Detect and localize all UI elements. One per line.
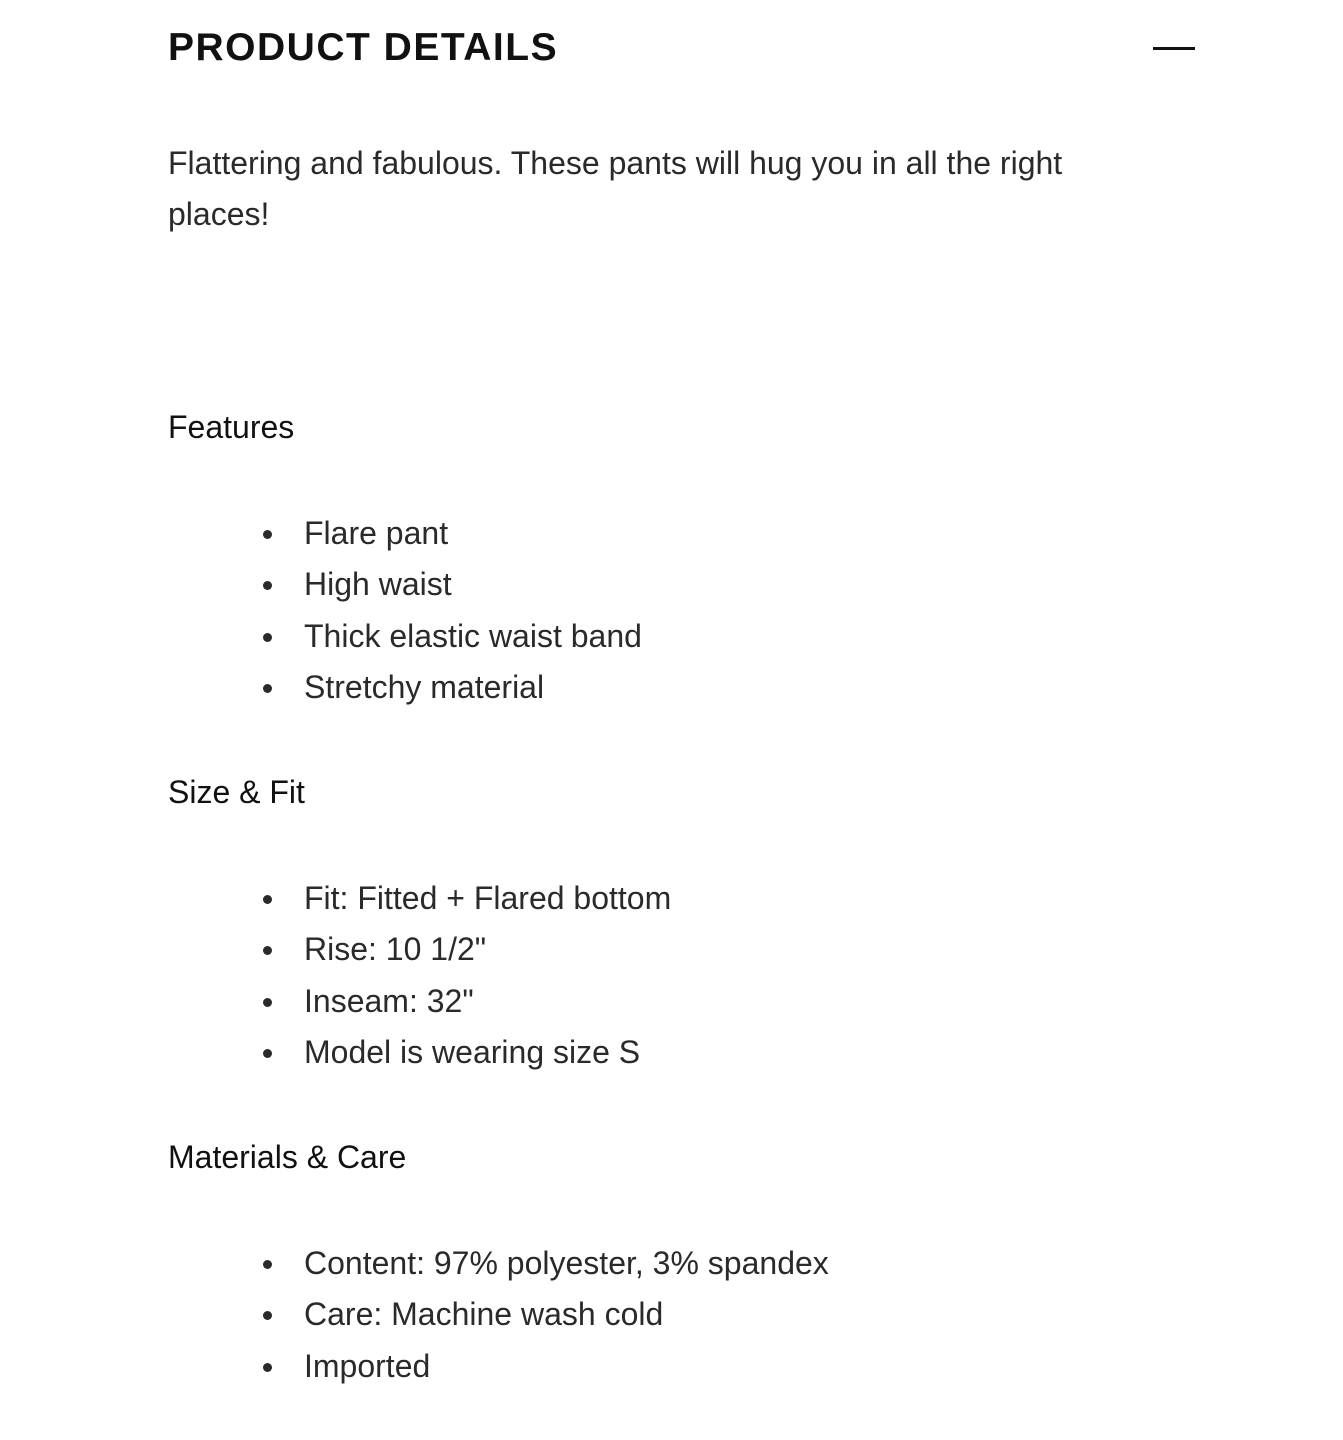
section-heading-size-fit: Size & Fit	[168, 774, 305, 810]
bullet-icon	[263, 633, 272, 642]
section-heading-features: Features	[168, 409, 295, 445]
bullet-icon	[263, 684, 272, 693]
bullet-icon	[263, 1049, 272, 1058]
bullet-icon	[263, 530, 272, 539]
bullet-icon	[263, 895, 272, 904]
minus-icon[interactable]	[1152, 32, 1196, 64]
bullet-icon	[263, 1260, 272, 1269]
section-heading-materials-care: Materials & Care	[168, 1139, 407, 1175]
bullet-icon	[263, 946, 272, 955]
bullet-icon	[263, 1363, 272, 1372]
product-details-accordion-header[interactable]	[168, 22, 1196, 74]
bullet-icon	[263, 1311, 272, 1320]
bullet-icon	[263, 581, 272, 590]
minus-icon-bar	[1153, 47, 1195, 50]
product-description: Flattering and fabulous. These pants will hug you in all the right places!	[168, 145, 1063, 232]
product-details-title: PRODUCT DETAILS	[168, 26, 559, 69]
bullet-icon	[263, 998, 272, 1007]
